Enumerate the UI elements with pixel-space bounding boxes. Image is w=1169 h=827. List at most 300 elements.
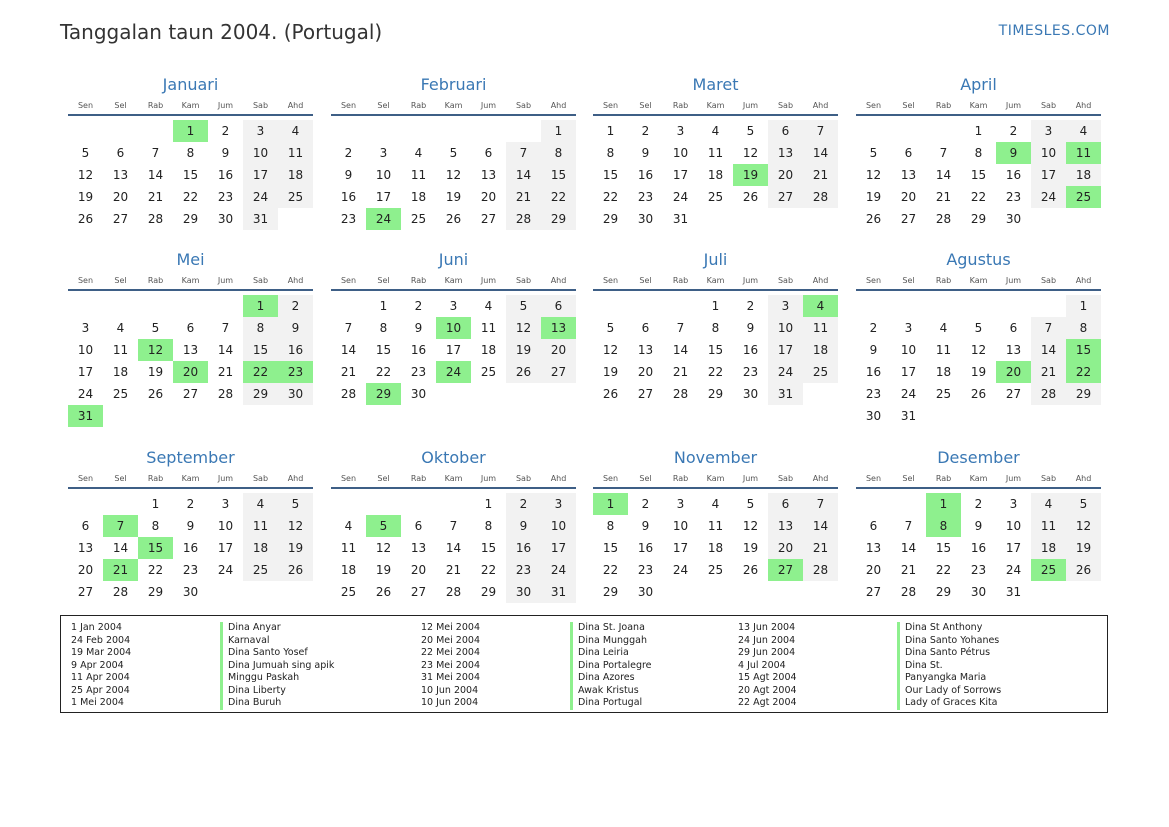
- weekday-label: Rab: [147, 474, 164, 483]
- day-cell: 11: [480, 321, 497, 335]
- day-cell: 2: [641, 497, 650, 511]
- day-cell: 25: [935, 387, 952, 401]
- day-cell: 12: [865, 168, 882, 182]
- empty-cell: [1031, 295, 1066, 317]
- day-cell: 14: [803, 142, 838, 164]
- day-cell: 13: [865, 541, 882, 555]
- empty-cell: [331, 295, 366, 317]
- holiday-day-cell: 21: [103, 559, 138, 581]
- legend-name-column: [897, 622, 1001, 710]
- legend-date: 10 Jun 2004: [421, 684, 479, 696]
- day-cell: 9: [869, 343, 878, 357]
- legend-holiday-name: Dina Portugal: [570, 697, 652, 710]
- day-cell: 29: [1066, 383, 1101, 405]
- day-cell: 8: [151, 519, 160, 533]
- day-cell: 5: [869, 146, 878, 160]
- weekday-label: Ahd: [287, 276, 304, 285]
- day-cell: 26: [970, 387, 987, 401]
- legend-holiday-name: Dina Liberty: [220, 685, 334, 698]
- day-cell: 22: [602, 563, 619, 577]
- day-cell: 5: [1066, 493, 1101, 515]
- day-cell: 17: [77, 365, 94, 379]
- day-cell: 2: [344, 146, 353, 160]
- day-grid: [68, 120, 313, 230]
- day-cell: 14: [803, 515, 838, 537]
- weekday-label: Jum: [1005, 474, 1022, 483]
- empty-cell: [401, 120, 436, 142]
- empty-cell: [103, 493, 138, 515]
- holiday-day-cell: 19: [733, 164, 768, 186]
- holiday-day-cell: 1: [926, 493, 961, 515]
- header-divider: [68, 487, 313, 489]
- holiday-legend: [60, 615, 1108, 713]
- weekday-label: Kam: [444, 276, 463, 285]
- weekday-label: Sel: [114, 101, 127, 110]
- day-cell: 11: [340, 541, 357, 555]
- day-cell: 2: [1009, 124, 1018, 138]
- weekday-label: Ahd: [287, 474, 304, 483]
- day-cell: 25: [340, 585, 357, 599]
- legend-date: 11 Apr 2004: [71, 672, 130, 683]
- header-divider: [856, 289, 1101, 291]
- day-cell: 18: [112, 365, 129, 379]
- day-cell: 4: [1066, 120, 1101, 142]
- day-cell: 19: [865, 190, 882, 204]
- day-cell: 4: [116, 321, 125, 335]
- day-cell: 14: [112, 541, 129, 555]
- day-cell: 7: [1031, 317, 1066, 339]
- day-cell: 14: [506, 164, 541, 186]
- day-cell: 6: [484, 146, 493, 160]
- empty-cell: [436, 120, 471, 142]
- day-cell: 5: [81, 146, 90, 160]
- day-grid: [331, 295, 576, 405]
- day-cell: 9: [186, 519, 195, 533]
- day-cell: 28: [340, 387, 357, 401]
- empty-cell: [103, 295, 138, 317]
- day-cell: 21: [935, 190, 952, 204]
- day-cell: 6: [541, 295, 576, 317]
- day-cell: 21: [1031, 361, 1066, 383]
- day-cell: 16: [182, 541, 199, 555]
- weekday-label: Sel: [114, 276, 127, 285]
- day-cell: 18: [340, 563, 357, 577]
- day-cell: 11: [278, 142, 313, 164]
- weekday-label: Rab: [410, 276, 427, 285]
- legend-date: 22 Mei 2004: [421, 647, 480, 658]
- weekday-header: [68, 99, 313, 113]
- day-cell: 11: [243, 515, 278, 537]
- legend-date: 25 Apr 2004: [71, 684, 130, 696]
- day-cell: 11: [707, 146, 724, 160]
- day-cell: 7: [449, 519, 458, 533]
- day-cell: 29: [243, 383, 278, 405]
- day-cell: 2: [869, 321, 878, 335]
- empty-cell: [856, 493, 891, 515]
- empty-cell: [996, 295, 1031, 317]
- month-april: [856, 75, 1101, 230]
- day-cell: 25: [707, 563, 724, 577]
- day-cell: 20: [77, 563, 94, 577]
- day-cell: 14: [445, 541, 462, 555]
- day-cell: 3: [676, 497, 685, 511]
- day-cell: 26: [77, 212, 94, 226]
- month-name: Juli: [703, 250, 728, 269]
- day-cell: 5: [151, 321, 160, 335]
- holiday-day-cell: 22: [1066, 361, 1101, 383]
- weekday-header: [331, 274, 576, 288]
- day-cell: 27: [410, 585, 427, 599]
- header-divider: [68, 114, 313, 116]
- day-cell: 12: [445, 168, 462, 182]
- weekday-label: Ahd: [550, 101, 567, 110]
- weekday-label: Jum: [1005, 276, 1022, 285]
- day-cell: 25: [112, 387, 129, 401]
- day-cell: 2: [641, 124, 650, 138]
- day-cell: 31: [1005, 585, 1022, 599]
- day-cell: 12: [1066, 515, 1101, 537]
- empty-cell: [436, 493, 471, 515]
- day-cell: 18: [278, 164, 313, 186]
- day-cell: 5: [506, 295, 541, 317]
- weekday-label: Sab: [777, 101, 794, 110]
- weekday-label: Sab: [515, 474, 532, 483]
- legend-holiday-name: Our Lady of Sorrows: [897, 685, 1001, 698]
- day-cell: 25: [278, 186, 313, 208]
- day-cell: 5: [746, 497, 755, 511]
- day-cell: 3: [449, 299, 458, 313]
- day-cell: 25: [803, 361, 838, 383]
- day-cell: 7: [939, 146, 948, 160]
- day-cell: 27: [768, 186, 803, 208]
- day-cell: 30: [182, 585, 199, 599]
- day-cell: 12: [970, 343, 987, 357]
- month-name: Maret: [692, 75, 739, 94]
- day-cell: 31: [672, 212, 689, 226]
- weekday-label: Jum: [217, 276, 234, 285]
- day-cell: 18: [803, 339, 838, 361]
- day-cell: 8: [541, 142, 576, 164]
- legend-date: 9 Apr 2004: [71, 659, 124, 671]
- day-cell: 13: [112, 168, 129, 182]
- day-cell: 3: [768, 295, 803, 317]
- day-cell: 27: [112, 212, 129, 226]
- day-cell: 27: [77, 585, 94, 599]
- day-cell: 10: [217, 519, 234, 533]
- holiday-day-cell: 29: [366, 383, 401, 405]
- legend-date: 23 Mei 2004: [421, 659, 480, 671]
- header-divider: [593, 114, 838, 116]
- weekday-label: Sab: [252, 276, 269, 285]
- empty-cell: [856, 295, 891, 317]
- day-cell: 14: [217, 343, 234, 357]
- day-cell: 17: [900, 365, 917, 379]
- day-cell: 23: [742, 365, 759, 379]
- day-cell: 17: [672, 541, 689, 555]
- day-cell: 17: [375, 190, 392, 204]
- day-cell: 16: [506, 537, 541, 559]
- day-cell: 27: [182, 387, 199, 401]
- month-name: Agustus: [946, 250, 1011, 269]
- weekday-label: Sab: [1040, 474, 1057, 483]
- day-cell: 2: [186, 497, 195, 511]
- legend-date: 10 Jun 2004: [421, 697, 479, 708]
- day-cell: 11: [803, 317, 838, 339]
- legend-date: 4 Jul 2004: [738, 659, 786, 671]
- day-cell: 28: [506, 208, 541, 230]
- day-cell: 21: [803, 537, 838, 559]
- weekday-label: Sel: [902, 276, 915, 285]
- day-cell: 14: [900, 541, 917, 555]
- day-cell: 5: [449, 146, 458, 160]
- day-cell: 5: [606, 321, 615, 335]
- weekday-header: [593, 99, 838, 113]
- legend-name-column: [220, 622, 334, 710]
- day-cell: 16: [742, 343, 759, 357]
- weekday-header: [68, 274, 313, 288]
- day-cell: 13: [637, 343, 654, 357]
- weekday-label: Rab: [410, 474, 427, 483]
- day-cell: 29: [602, 212, 619, 226]
- day-cell: 31: [900, 409, 917, 423]
- day-cell: 23: [182, 563, 199, 577]
- legend-holiday-name: Karnaval: [220, 635, 334, 648]
- day-cell: 27: [637, 387, 654, 401]
- day-cell: 2: [414, 299, 423, 313]
- legend-holiday-name: Dina Leiria: [570, 647, 652, 660]
- day-cell: 9: [221, 146, 230, 160]
- day-cell: 9: [278, 317, 313, 339]
- empty-cell: [471, 120, 506, 142]
- day-cell: 8: [711, 321, 720, 335]
- day-cell: 17: [768, 339, 803, 361]
- day-cell: 11: [935, 343, 952, 357]
- legend-holiday-name: Panyangka Maria: [897, 672, 1001, 685]
- holiday-day-cell: 9: [996, 142, 1031, 164]
- weekday-label: Jum: [480, 474, 497, 483]
- day-cell: 13: [768, 515, 803, 537]
- day-cell: 23: [1005, 190, 1022, 204]
- day-cell: 4: [278, 120, 313, 142]
- day-cell: 21: [506, 186, 541, 208]
- month-januari: [68, 75, 313, 230]
- day-cell: 15: [480, 541, 497, 555]
- day-cell: 27: [480, 212, 497, 226]
- day-cell: 8: [974, 146, 983, 160]
- day-cell: 28: [900, 585, 917, 599]
- empty-cell: [926, 295, 961, 317]
- header-divider: [331, 289, 576, 291]
- day-cell: 22: [970, 190, 987, 204]
- holiday-day-cell: 20: [996, 361, 1031, 383]
- day-cell: 15: [602, 541, 619, 555]
- weekday-label: Jum: [217, 474, 234, 483]
- day-cell: 21: [900, 563, 917, 577]
- day-cell: 30: [278, 383, 313, 405]
- month-name: Januari: [162, 75, 219, 94]
- day-cell: 8: [484, 519, 493, 533]
- day-cell: 6: [81, 519, 90, 533]
- weekday-label: Sen: [340, 101, 357, 110]
- weekday-label: Kam: [706, 101, 725, 110]
- holiday-day-cell: 27: [768, 559, 803, 581]
- weekday-label: Kam: [969, 101, 988, 110]
- day-cell: 30: [217, 212, 234, 226]
- day-cell: 29: [970, 212, 987, 226]
- empty-cell: [173, 295, 208, 317]
- weekday-label: Sel: [377, 474, 390, 483]
- day-cell: 1: [484, 497, 493, 511]
- day-cell: 28: [803, 559, 838, 581]
- legend-date: 12 Mei 2004: [421, 622, 480, 633]
- day-cell: 22: [935, 563, 952, 577]
- day-cell: 6: [186, 321, 195, 335]
- holiday-day-cell: 1: [173, 120, 208, 142]
- day-cell: 29: [602, 585, 619, 599]
- day-cell: 12: [742, 519, 759, 533]
- weekday-header: [68, 472, 313, 486]
- legend-holiday-name: Minggu Paskah: [220, 672, 334, 685]
- day-cell: 9: [746, 321, 755, 335]
- day-cell: 20: [112, 190, 129, 204]
- day-cell: 3: [904, 321, 913, 335]
- day-cell: 18: [410, 190, 427, 204]
- day-cell: 1: [606, 124, 615, 138]
- month-maret: [593, 75, 838, 230]
- weekday-label: Rab: [147, 276, 164, 285]
- day-cell: 23: [410, 365, 427, 379]
- month-name: Mei: [176, 250, 205, 269]
- day-grid: [856, 120, 1101, 230]
- day-cell: 10: [1031, 142, 1066, 164]
- empty-cell: [506, 120, 541, 142]
- day-cell: 26: [445, 212, 462, 226]
- empty-cell: [961, 295, 996, 317]
- day-cell: 1: [541, 120, 576, 142]
- legend-holiday-name: Awak Kristus: [570, 685, 652, 698]
- day-cell: 2: [278, 295, 313, 317]
- day-cell: 13: [410, 541, 427, 555]
- day-cell: 31: [768, 383, 803, 405]
- weekday-label: Sen: [602, 101, 619, 110]
- day-cell: 22: [147, 563, 164, 577]
- day-cell: 4: [711, 124, 720, 138]
- holiday-day-cell: 24: [366, 208, 401, 230]
- day-cell: 16: [410, 343, 427, 357]
- day-cell: 22: [707, 365, 724, 379]
- weekday-label: Ahd: [1075, 101, 1092, 110]
- holiday-day-cell: 15: [138, 537, 173, 559]
- weekday-label: Kam: [181, 474, 200, 483]
- site-brand-link[interactable]: TIMESLES.COM: [998, 23, 1110, 39]
- empty-cell: [926, 120, 961, 142]
- day-cell: 2: [974, 497, 983, 511]
- weekday-label: Kam: [181, 101, 200, 110]
- day-cell: 3: [379, 146, 388, 160]
- day-cell: 7: [151, 146, 160, 160]
- day-cell: 15: [970, 168, 987, 182]
- day-cell: 19: [278, 537, 313, 559]
- holiday-day-cell: 20: [173, 361, 208, 383]
- day-cell: 28: [147, 212, 164, 226]
- day-cell: 26: [1066, 559, 1101, 581]
- day-cell: 10: [900, 343, 917, 357]
- month-name: Desember: [937, 448, 1020, 467]
- day-cell: 7: [676, 321, 685, 335]
- weekday-label: Sen: [865, 474, 882, 483]
- weekday-header: [331, 472, 576, 486]
- day-cell: 11: [1031, 515, 1066, 537]
- header-divider: [593, 487, 838, 489]
- header-divider: [331, 487, 576, 489]
- day-cell: 10: [541, 515, 576, 537]
- day-cell: 7: [221, 321, 230, 335]
- day-cell: 12: [77, 168, 94, 182]
- month-november: [593, 448, 838, 603]
- day-cell: 3: [1031, 120, 1066, 142]
- day-cell: 13: [480, 168, 497, 182]
- weekday-label: Rab: [935, 276, 952, 285]
- holiday-day-cell: 31: [68, 405, 103, 427]
- weekday-label: Sel: [902, 101, 915, 110]
- day-cell: 17: [541, 537, 576, 559]
- day-cell: 24: [1031, 186, 1066, 208]
- day-cell: 13: [900, 168, 917, 182]
- weekday-label: Sab: [252, 474, 269, 483]
- weekday-label: Sen: [602, 474, 619, 483]
- day-cell: 12: [278, 515, 313, 537]
- weekday-label: Sel: [902, 474, 915, 483]
- weekday-label: Rab: [672, 276, 689, 285]
- holiday-day-cell: 7: [103, 515, 138, 537]
- day-cell: 12: [506, 317, 541, 339]
- day-cell: 14: [340, 343, 357, 357]
- day-cell: 24: [243, 186, 278, 208]
- day-cell: 13: [182, 343, 199, 357]
- weekday-label: Jum: [742, 276, 759, 285]
- day-cell: 23: [637, 563, 654, 577]
- day-cell: 18: [480, 343, 497, 357]
- day-grid: [856, 295, 1101, 427]
- day-cell: 19: [970, 365, 987, 379]
- weekday-label: Sen: [340, 276, 357, 285]
- day-cell: 24: [672, 190, 689, 204]
- day-cell: 12: [602, 343, 619, 357]
- day-cell: 10: [672, 146, 689, 160]
- day-cell: 10: [77, 343, 94, 357]
- empty-cell: [331, 120, 366, 142]
- weekday-label: Kam: [444, 101, 463, 110]
- day-cell: 21: [803, 164, 838, 186]
- day-cell: 18: [707, 541, 724, 555]
- weekday-label: Rab: [672, 474, 689, 483]
- day-cell: 2: [221, 124, 230, 138]
- weekday-label: Sab: [777, 276, 794, 285]
- empty-cell: [401, 493, 436, 515]
- day-cell: 23: [217, 190, 234, 204]
- day-cell: 16: [970, 541, 987, 555]
- day-cell: 19: [375, 563, 392, 577]
- weekday-label: Kam: [444, 474, 463, 483]
- weekday-label: Rab: [147, 101, 164, 110]
- day-cell: 31: [541, 581, 576, 603]
- weekday-label: Jum: [1005, 101, 1022, 110]
- day-cell: 15: [375, 343, 392, 357]
- day-cell: 20: [900, 190, 917, 204]
- day-cell: 26: [278, 559, 313, 581]
- day-cell: 15: [541, 164, 576, 186]
- day-cell: 24: [768, 361, 803, 383]
